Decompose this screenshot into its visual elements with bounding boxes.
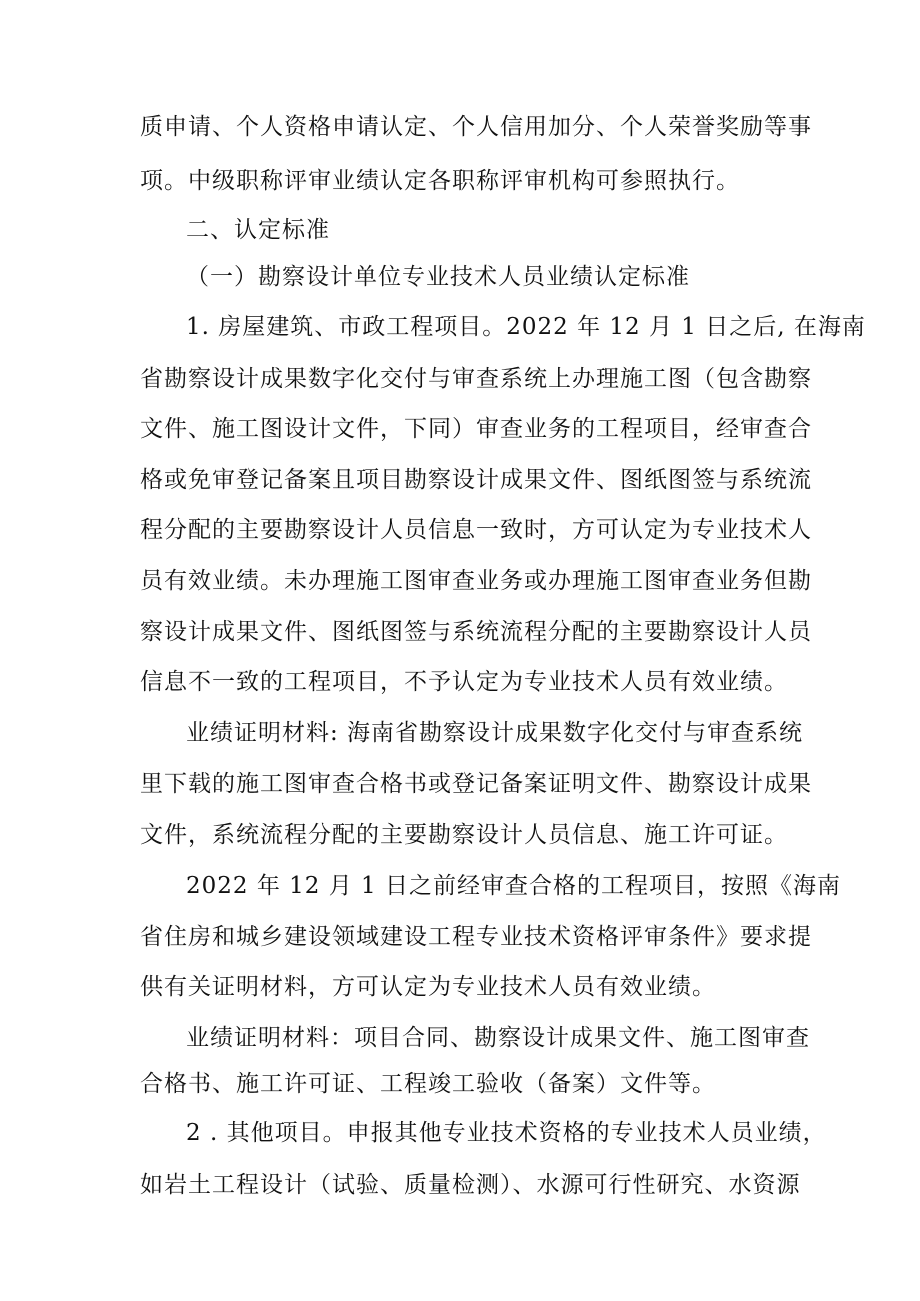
text-line-17: 省住房和城乡建设领域建设工程专业技术资格评审条件》要求提 [140,924,812,950]
text-line-8: 格或免审登记备案且项目勘察设计成果文件、图纸图签与系统流 [140,467,812,493]
text-line-19: 业绩证明材料：项目合同、勘察设计成果文件、施工图审查 [186,1025,810,1051]
text-line-20: 合格书、施工许可证、工程竣工验收（备案）文件等。 [140,1071,716,1097]
text-line-16: 2022 年 12 月 1 日之前经审查合格的工程项目，按照《海南 [186,873,841,899]
section-heading: 二、认定标准 [186,217,330,243]
text-line-14: 里下载的施工图审查合格书或登记备案证明文件、勘察设计成果 [140,771,812,797]
text-line-9: 程分配的主要勘察设计人员信息一致时，方可认定为专业技术人 [140,517,812,543]
text-line-21: 2 . 其他项目。申报其他专业技术资格的专业技术人员业绩， [186,1120,827,1146]
text-line-6: 省勘察设计成果数字化交付与审查系统上办理施工图（包含勘察 [140,366,812,392]
text-line-5: 1. 房屋建筑、市政工程项目。2022 年 12 月 1 日之后, 在海南 [186,314,866,340]
text-line-15: 文件，系统流程分配的主要勘察设计人员信息、施工许可证。 [140,822,788,848]
text-line-13: 业绩证明材料: 海南省勘察设计成果数字化交付与审查系统 [186,720,804,746]
text-line-22: 如岩土工程设计（试验、质量检测）、水源可行性研究、水资源 [140,1172,801,1198]
text-line-18: 供有关证明材料，方可认定为专业技术人员有效业绩。 [140,974,716,1000]
text-line-12: 信息不一致的工程项目，不予认定为专业技术人员有效业绩。 [140,669,788,695]
text-line-2: 项。中级职称评审业绩认定各职称评审机构可参照执行。 [140,168,740,194]
text-line-1: 质申请、个人资格申请认定、个人信用加分、个人荣誉奖励等事 [140,114,812,140]
text-line-7: 文件、施工图设计文件，下同）审查业务的工程项目，经审查合 [140,416,812,442]
subsection-heading: （一）勘察设计单位专业技术人员业绩认定标准 [186,264,690,290]
text-line-10: 员有效业绩。未办理施工图审查业务或办理施工图审查业务但勘 [140,568,812,594]
text-line-11: 察设计成果文件、图纸图签与系统流程分配的主要勘察设计人员 [140,619,812,645]
